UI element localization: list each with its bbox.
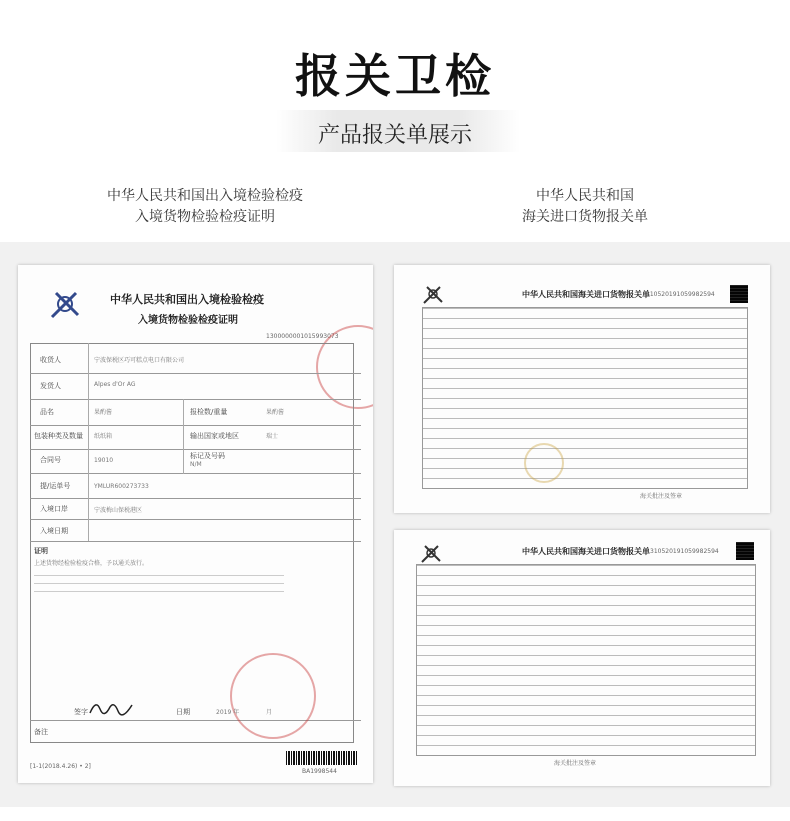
signature-icon [88, 697, 134, 719]
value-contract: 19010 [94, 457, 114, 464]
customs-declaration-1 [394, 265, 770, 513]
value-origin: 瑞士 [266, 433, 279, 440]
footer-code: [1-1(2018.4.26) • 2] [30, 763, 91, 770]
statement-text: 上述货物经检验检疫合格，予以通关放行。 [34, 560, 149, 567]
note-2: 海关批注及签章 [554, 760, 597, 767]
declaration-title-2: 中华人民共和国海关进口货物报关单 [522, 547, 650, 556]
stamp-1 [524, 443, 564, 483]
value-marks: N/M [190, 461, 202, 468]
ciq-emblem-icon [48, 287, 82, 321]
certificate-number: 1300000001015993073 [266, 333, 339, 340]
caption-right-line2: 海关进口货物报关单 [522, 209, 648, 225]
barcode [286, 751, 358, 765]
inspection-certificate [18, 265, 373, 783]
date-month: 月 [266, 709, 273, 716]
label-bill: 提/运单号 [40, 482, 71, 490]
value-bill: YMLUR600273733 [94, 483, 149, 490]
caption-left-line2: 入境货物检验检疫证明 [135, 209, 275, 225]
form-grid-2 [416, 564, 756, 756]
qr-code-2 [736, 542, 754, 560]
page-subtitle: 产品报关单展示 [317, 123, 472, 148]
value-port: 宁波梅山保税港区 [94, 507, 143, 514]
caption-left-line1: 中华人民共和国出入境检验检疫 [107, 188, 303, 204]
label-weight: 报检数/重量 [190, 408, 228, 416]
label-consignor: 发货人 [40, 382, 61, 390]
red-stamp-bottom [230, 653, 316, 739]
label-package: 包装种类及数量 [34, 432, 83, 440]
value-consignor: Alpes d'Or AG [94, 381, 136, 388]
declaration-title-1: 中华人民共和国海关进口货物报关单 [522, 290, 650, 299]
declaration-number-2: 310520191059982594 [650, 548, 719, 555]
value-product: 果酌酱 [94, 409, 113, 416]
barcode-number: BA1998544 [302, 768, 337, 775]
label-origin: 输出国家或地区 [190, 432, 239, 440]
value-package: 纸纸箱 [94, 433, 113, 440]
label-port: 入境口岸 [40, 505, 68, 513]
customs-declaration-2 [394, 530, 770, 786]
label-date: 日期 [176, 708, 190, 716]
label-product: 品名 [40, 408, 54, 416]
certificate-title-1: 中华人民共和国出入境检验检疫 [110, 293, 264, 306]
declaration-number-1: 310520191059982594 [646, 291, 715, 298]
qr-code-1 [730, 285, 748, 303]
label-signature: 签字 [74, 708, 88, 716]
date-year: 2019 年 [216, 709, 240, 716]
value-consignee: 宁波保税区巧可糕点电口有限公司 [94, 357, 185, 364]
label-remarks: 备注 [34, 728, 48, 736]
caption-right-line1: 中华人民共和国 [536, 188, 634, 204]
label-statement: 证明 [34, 547, 48, 555]
customs-emblem-icon-2 [420, 542, 442, 564]
label-marks: 标记及号码 [190, 452, 225, 460]
note-1: 海关批注及签章 [640, 493, 683, 500]
caption-left [40, 186, 370, 228]
caption-right [420, 186, 750, 228]
label-consignee: 收货人 [40, 356, 61, 364]
value-weight: 果酌酱 [266, 409, 285, 416]
form-grid-1 [422, 307, 748, 489]
customs-emblem-icon [422, 283, 444, 305]
label-contract: 合同号 [40, 456, 61, 464]
certificate-title-2: 入境货物检验检疫证明 [138, 315, 238, 326]
label-entry-date: 入境日期 [40, 527, 68, 535]
page-title: 报关卫检 [295, 49, 495, 103]
